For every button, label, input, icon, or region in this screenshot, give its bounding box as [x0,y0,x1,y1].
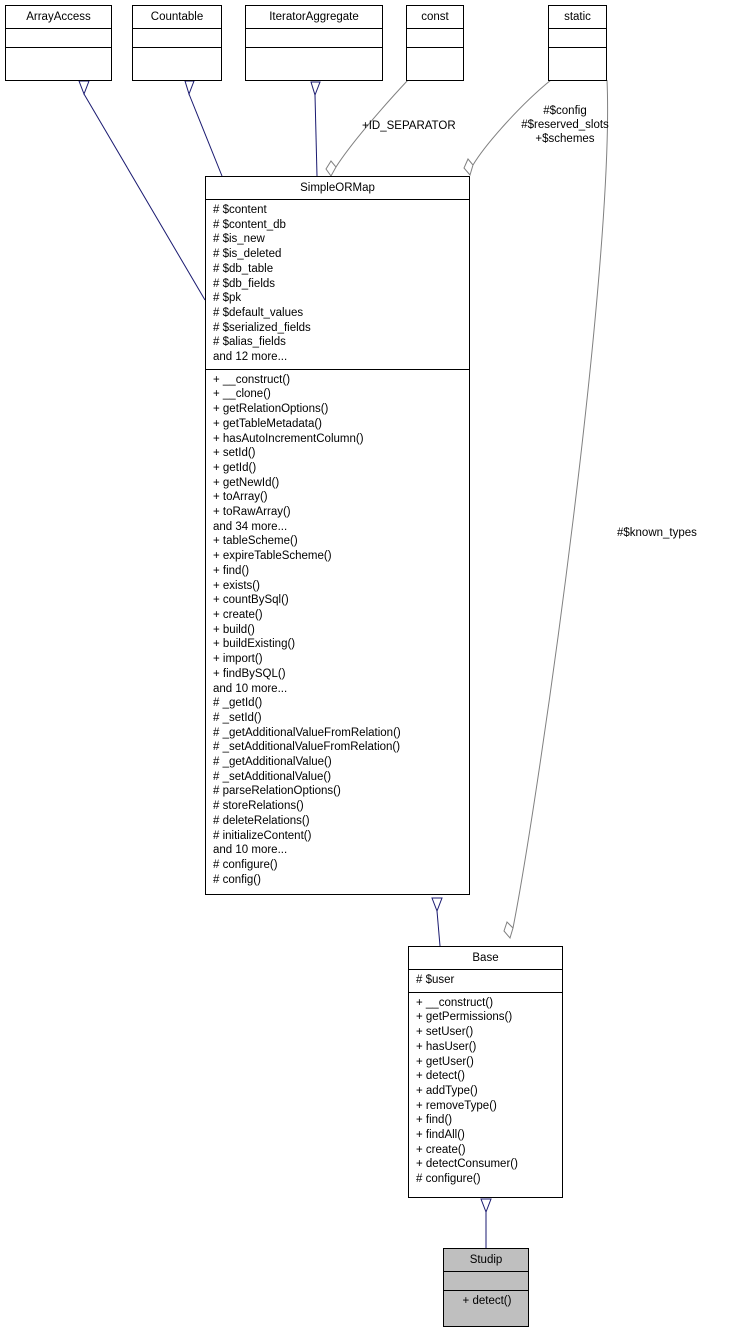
attribute-row: # $alias_fields [213,336,286,349]
attribute-row: # $serialized_fields [213,321,311,334]
class-operations-studip [444,1291,528,1313]
operation-row-more: and 10 more... [213,682,288,695]
operation-row: + hasUser() [416,1040,477,1053]
association-static-base [504,80,608,938]
operation-row: + detectConsumer() [416,1158,518,1171]
class-attributes-arrayaccess [6,29,111,47]
operation-row: # _getId() [213,697,263,710]
operation-row: + hasAutoIncrementColumn() [213,432,364,445]
operation-row: + getId() [213,461,257,474]
attribute-row: # $is_new [213,233,265,246]
attribute-row: # $default_values [213,306,304,319]
operation-row: + getPermissions() [416,1011,513,1024]
operation-row: # storeRelations() [213,800,304,813]
class-box-iteratoraggregate[interactable] [245,5,383,81]
class-box-countable[interactable] [132,5,222,81]
operation-row: + __clone() [213,388,271,401]
attribute-row: # $content_db [213,218,286,231]
class-operations-iteratoraggregate [246,48,382,66]
edge-label-id-separator: +ID_SEPARATOR [362,120,456,132]
operation-row: + setUser() [416,1026,474,1039]
operation-row: + create() [213,608,263,621]
class-operations-countable [133,48,221,66]
operation-row: + import() [213,653,263,666]
class-attributes-simpleormap [206,200,469,369]
operation-row: # configure() [213,858,278,871]
class-attributes-static [549,29,606,47]
class-name-const: const [421,11,449,23]
class-name-countable: Countable [150,11,204,23]
class-attributes-const [407,29,463,47]
operation-row: # parseRelationOptions() [213,785,341,798]
class-box-simpleormap[interactable] [205,176,470,895]
operation-row: + countBySql() [213,594,289,607]
operation-row: # _getAdditionalValueFromRelation() [213,726,401,739]
class-attributes-countable [133,29,221,47]
operation-row: + findBySQL() [213,667,286,680]
operation-row: + __construct() [416,996,494,1009]
operation-row-more: and 10 more... [213,844,288,857]
attribute-row: # $db_table [213,262,274,275]
inheritance-arrow-base-simpleormap [432,898,442,946]
operation-row: + detect() [462,1295,512,1307]
operation-row: + buildExisting() [213,638,296,651]
operation-row: # configure() [416,1173,481,1186]
class-attributes-iteratoraggregate [246,29,382,47]
class-box-static[interactable] [548,5,607,81]
class-box-arrayaccess[interactable] [5,5,112,81]
attribute-row: # $db_fields [213,277,276,290]
operation-row: # _setId() [213,711,262,724]
operation-row: + expireTableScheme() [213,550,332,563]
class-operations-static [549,48,606,66]
class-operations-const [407,48,463,66]
operation-row: + getUser() [416,1055,474,1068]
operation-row: + findAll() [416,1129,465,1142]
operation-row: + removeType() [416,1099,497,1112]
class-operations-arrayaccess [6,48,111,66]
class-operations-simpleormap [206,370,469,892]
class-attributes-studip [444,1272,528,1290]
operation-row-more: and 34 more... [213,520,288,533]
class-name-base: Base [472,952,499,964]
operation-row: + getNewId() [213,476,280,489]
attribute-row: # $content [213,204,267,216]
operation-row: + addType() [416,1084,478,1097]
edge-label-line-1: #$config [543,105,587,117]
operation-row: # _setAdditionalValueFromRelation() [213,741,401,754]
operation-row: + getRelationOptions() [213,403,329,416]
edge-label-known-types: #$known_types [617,527,697,539]
operation-row: # deleteRelations() [213,814,310,827]
class-box-const[interactable] [406,5,464,81]
class-name-arrayaccess: ArrayAccess [26,11,91,23]
class-box-base[interactable] [408,946,563,1198]
operation-row: + exists() [213,579,260,592]
operation-row: + tableScheme() [213,535,298,548]
class-name-static: static [564,11,591,23]
operation-row: + setId() [213,447,256,460]
class-box-studip[interactable] [443,1248,529,1327]
operation-row: # initializeContent() [213,829,312,842]
attribute-row: # $pk [213,292,242,305]
operation-row: + create() [416,1143,466,1156]
operation-row: + getTableMetadata() [213,417,322,430]
class-attributes-base [409,970,562,992]
operation-row: + __construct() [213,373,291,386]
attribute-row: # $is_deleted [213,248,282,261]
class-name-simpleormap: SimpleORMap [300,182,375,194]
operation-row: # config() [213,873,261,886]
operation-row: + toRawArray() [213,506,291,519]
edge-label-line-3: +$schemes [535,133,595,145]
attribute-row-more: and 12 more... [213,351,288,364]
attribute-row: # $user [416,974,455,986]
operation-row: + find() [416,1114,453,1127]
class-name-studip: Studip [469,1254,503,1266]
edge-label-line-2: #$reserved_slots [521,119,609,131]
inheritance-arrow-iteratoraggregate [311,82,320,176]
class-operations-base [409,993,562,1191]
operation-row: + toArray() [213,491,268,504]
inheritance-arrow-countable [185,81,222,176]
operation-row: + build() [213,623,255,636]
operation-row: # _setAdditionalValue() [213,770,332,783]
operation-row: + find() [213,564,250,577]
class-name-iteratoraggregate: IteratorAggregate [269,11,359,23]
inheritance-arrow-studip-base [481,1199,491,1248]
operation-row: # _getAdditionalValue() [213,756,332,769]
inheritance-arrow-arrayaccess [79,81,205,300]
edge-label-static-simpleormap [509,104,621,146]
operation-row: + detect() [416,1070,465,1083]
